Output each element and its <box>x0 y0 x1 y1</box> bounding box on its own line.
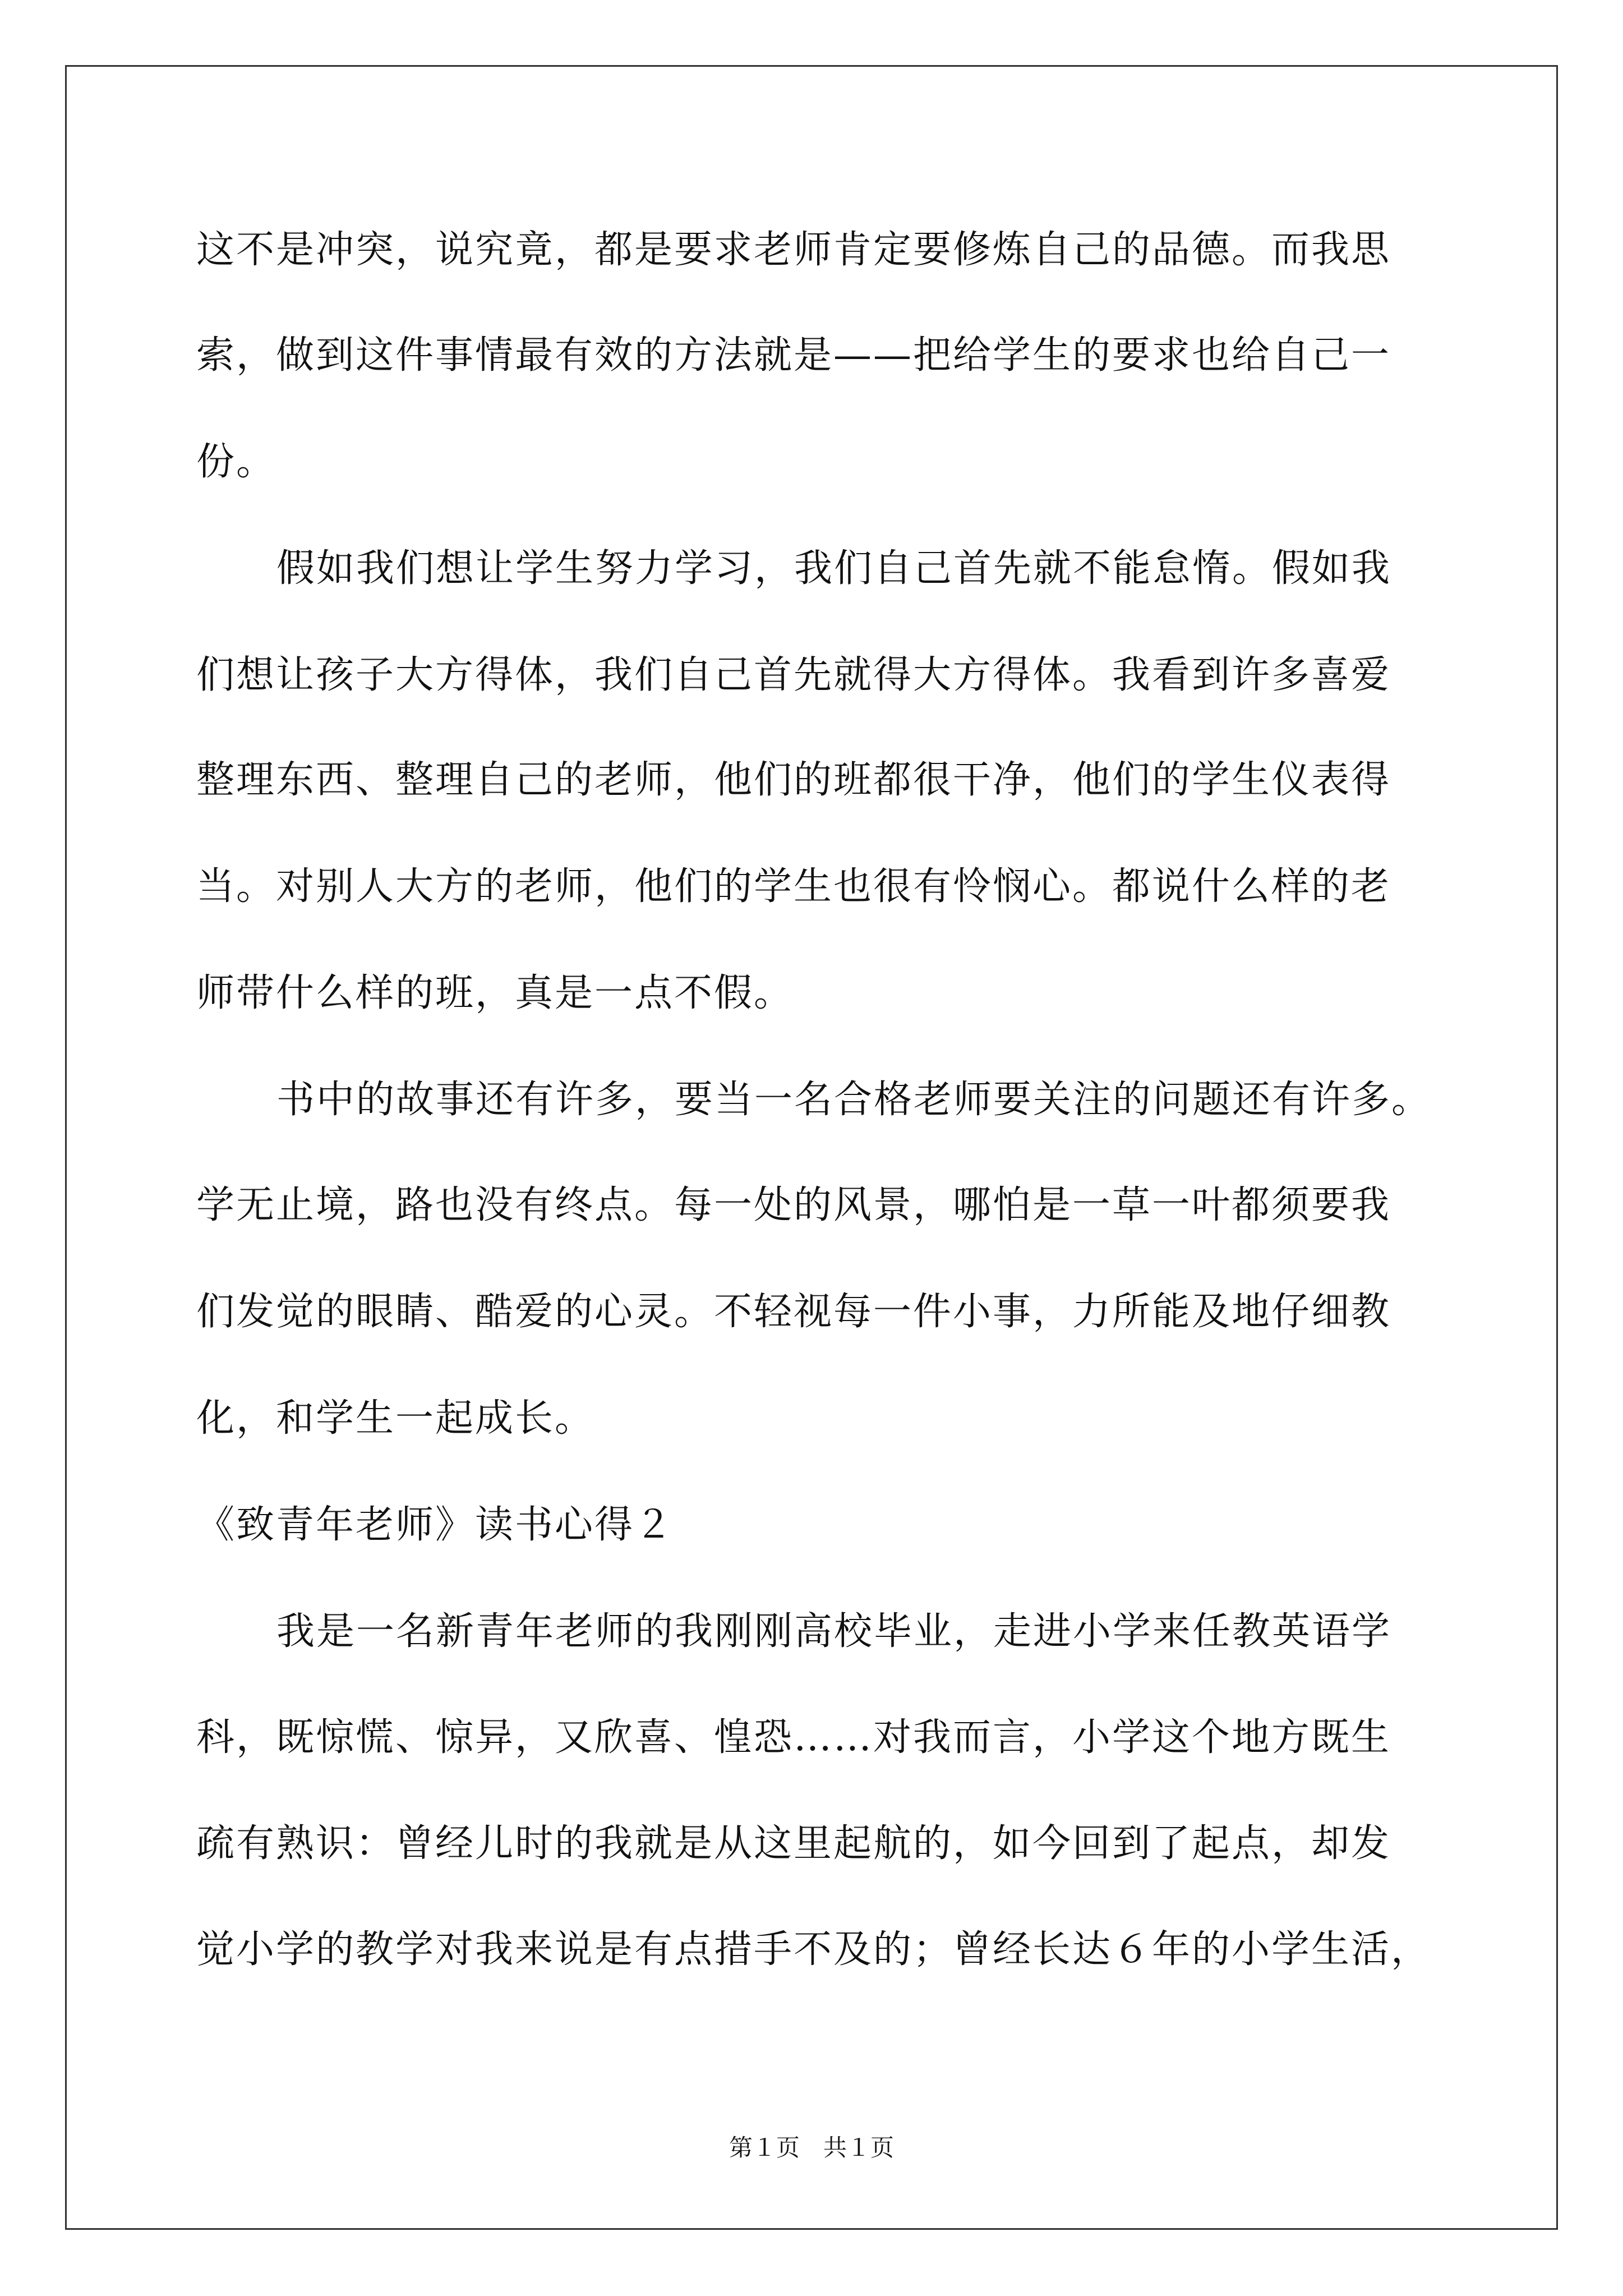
section-heading: 《致青年老师》读书心得２ <box>196 1503 675 1547</box>
paragraph-start-line: 我是一名新青年老师的我刚刚高校毕业，走进小学来任教英语学 <box>276 1609 1392 1654</box>
text-line: 化，和学生一起成长。 <box>196 1396 595 1441</box>
text-line: 当。对别人大方的老师，他们的学生也很有怜悯心。都说什么样的老 <box>196 864 1391 909</box>
text-line: 学无止境，路也没有终点。每一处的风景，哪怕是一草一叶都须要我 <box>196 1183 1391 1227</box>
text-line: 这不是冲突，说究竟，都是要求老师肯定要修炼自己的品德。而我思 <box>196 228 1391 272</box>
paragraph-start-line: 假如我们想让学生努力学习，我们自己首先就不能怠惰。假如我 <box>276 546 1392 591</box>
text-line: 索，做到这件事情最有效的方法就是——把给学生的要求也给自己一 <box>196 333 1391 378</box>
text-line: 们发觉的眼睛、酷爱的心灵。不轻视每一件小事，力所能及地仔细教 <box>196 1290 1391 1334</box>
text-line: 觉小学的教学对我来说是有点措手不及的；曾经长达６年的小学生活， <box>196 1927 1431 1972</box>
text-line: 份。 <box>196 440 276 484</box>
paragraph-start-line: 书中的故事还有许多，要当一名合格老师要关注的问题还有许多。 <box>276 1078 1432 1122</box>
text-line: 们想让孩子大方得体，我们自己首先就得大方得体。我看到许多喜爱 <box>196 653 1391 697</box>
page-number-footer: 第１页 共１页 <box>728 2134 894 2161</box>
text-line: 师带什么样的班，真是一点不假。 <box>196 971 794 1015</box>
text-line: 整理东西、整理自己的老师，他们的班都很干净，他们的学生仪表得 <box>196 758 1391 802</box>
text-line: 科，既惊慌、惊异，又欣喜、惶恐……对我而言，小学这个地方既生 <box>196 1715 1391 1760</box>
page-border <box>65 65 1558 2230</box>
text-line: 疏有熟识：曾经儿时的我就是从这里起航的，如今回到了起点，却发 <box>196 1821 1391 1866</box>
